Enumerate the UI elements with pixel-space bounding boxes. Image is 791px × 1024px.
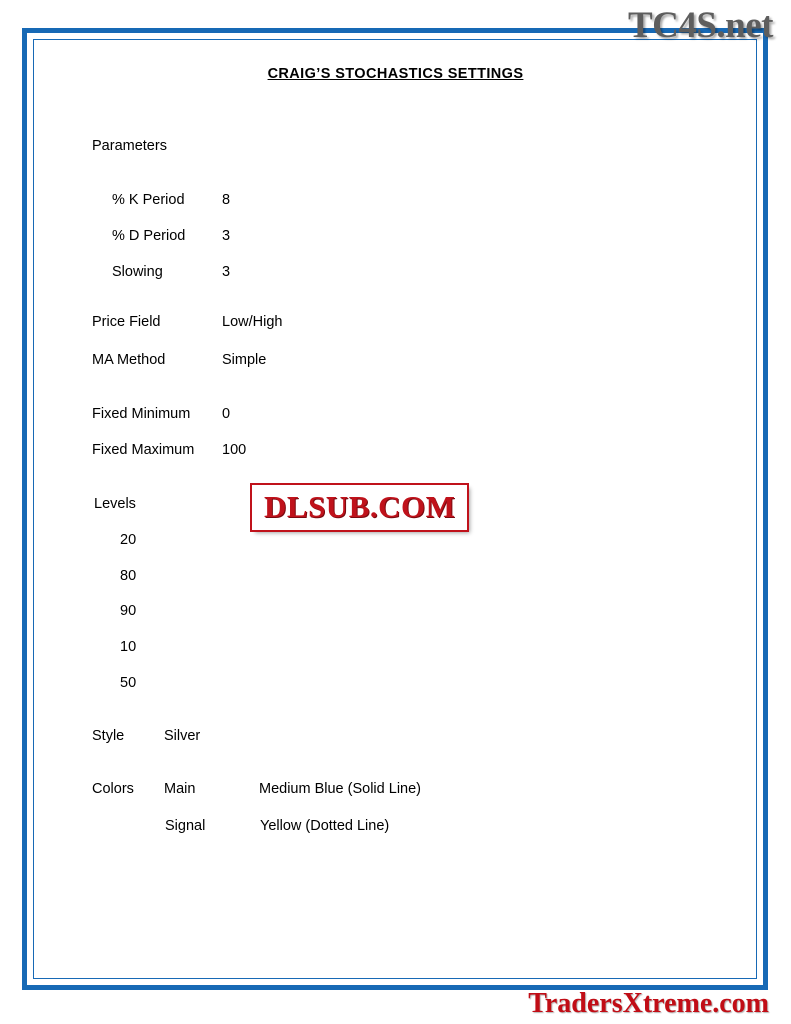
parameters-heading: Parameters — [92, 138, 167, 154]
watermark-dlsub — [252, 489, 467, 525]
level-value-1: 20 — [120, 532, 137, 548]
param-row-d-period — [112, 228, 230, 244]
price-field-row — [92, 314, 282, 330]
param-label-k-period: % K Period — [112, 192, 185, 208]
param-label-slowing: Slowing — [112, 264, 163, 280]
ma-method-value: Simple — [222, 352, 267, 368]
fixed-minimum-value: 0 — [222, 406, 231, 422]
watermark-dlsub-text: DLSUB.COM — [252, 485, 467, 530]
level-value-5: 50 — [120, 675, 137, 691]
fixed-maximum-row — [92, 442, 246, 458]
colors-signal-value: Yellow (Dotted Line) — [260, 818, 390, 834]
style-value: Silver — [164, 728, 201, 744]
watermark-tradersxtreme: TradersXtreme.com — [528, 988, 769, 1019]
style-row — [92, 728, 200, 744]
page-title — [0, 66, 791, 82]
level-value-3: 90 — [120, 603, 137, 619]
param-row-slowing — [112, 264, 230, 280]
ma-method-row — [92, 352, 266, 368]
ma-method-label: MA Method — [92, 352, 166, 368]
colors-signal-label: Signal — [165, 818, 206, 834]
colors-main-label: Main — [164, 781, 196, 797]
fixed-maximum-label: Fixed Maximum — [92, 442, 195, 458]
colors-main-value: Medium Blue (Solid Line) — [259, 781, 421, 797]
colors-signal-row — [165, 818, 389, 834]
fixed-maximum-value: 100 — [222, 442, 247, 458]
watermark-tc4s: TC4S.net — [627, 5, 773, 46]
colors-label: Colors — [92, 781, 134, 797]
price-field-value: Low/High — [222, 314, 283, 330]
param-value-slowing: 3 — [222, 264, 231, 280]
fixed-minimum-label: Fixed Minimum — [92, 406, 191, 422]
level-value-2: 80 — [120, 568, 137, 584]
param-row-k-period — [112, 192, 230, 208]
param-value-d-period: 3 — [222, 228, 231, 244]
price-field-label: Price Field — [92, 314, 161, 330]
page-title-text: CRAIG’S STOCHASTICS SETTINGS — [267, 66, 524, 82]
colors-main-row — [92, 781, 421, 797]
level-value-4: 10 — [120, 639, 137, 655]
style-label: Style — [92, 728, 125, 744]
param-label-d-period: % D Period — [112, 228, 186, 244]
levels-heading: Levels — [94, 496, 136, 512]
fixed-minimum-row — [92, 406, 230, 422]
param-value-k-period: 8 — [222, 192, 231, 208]
